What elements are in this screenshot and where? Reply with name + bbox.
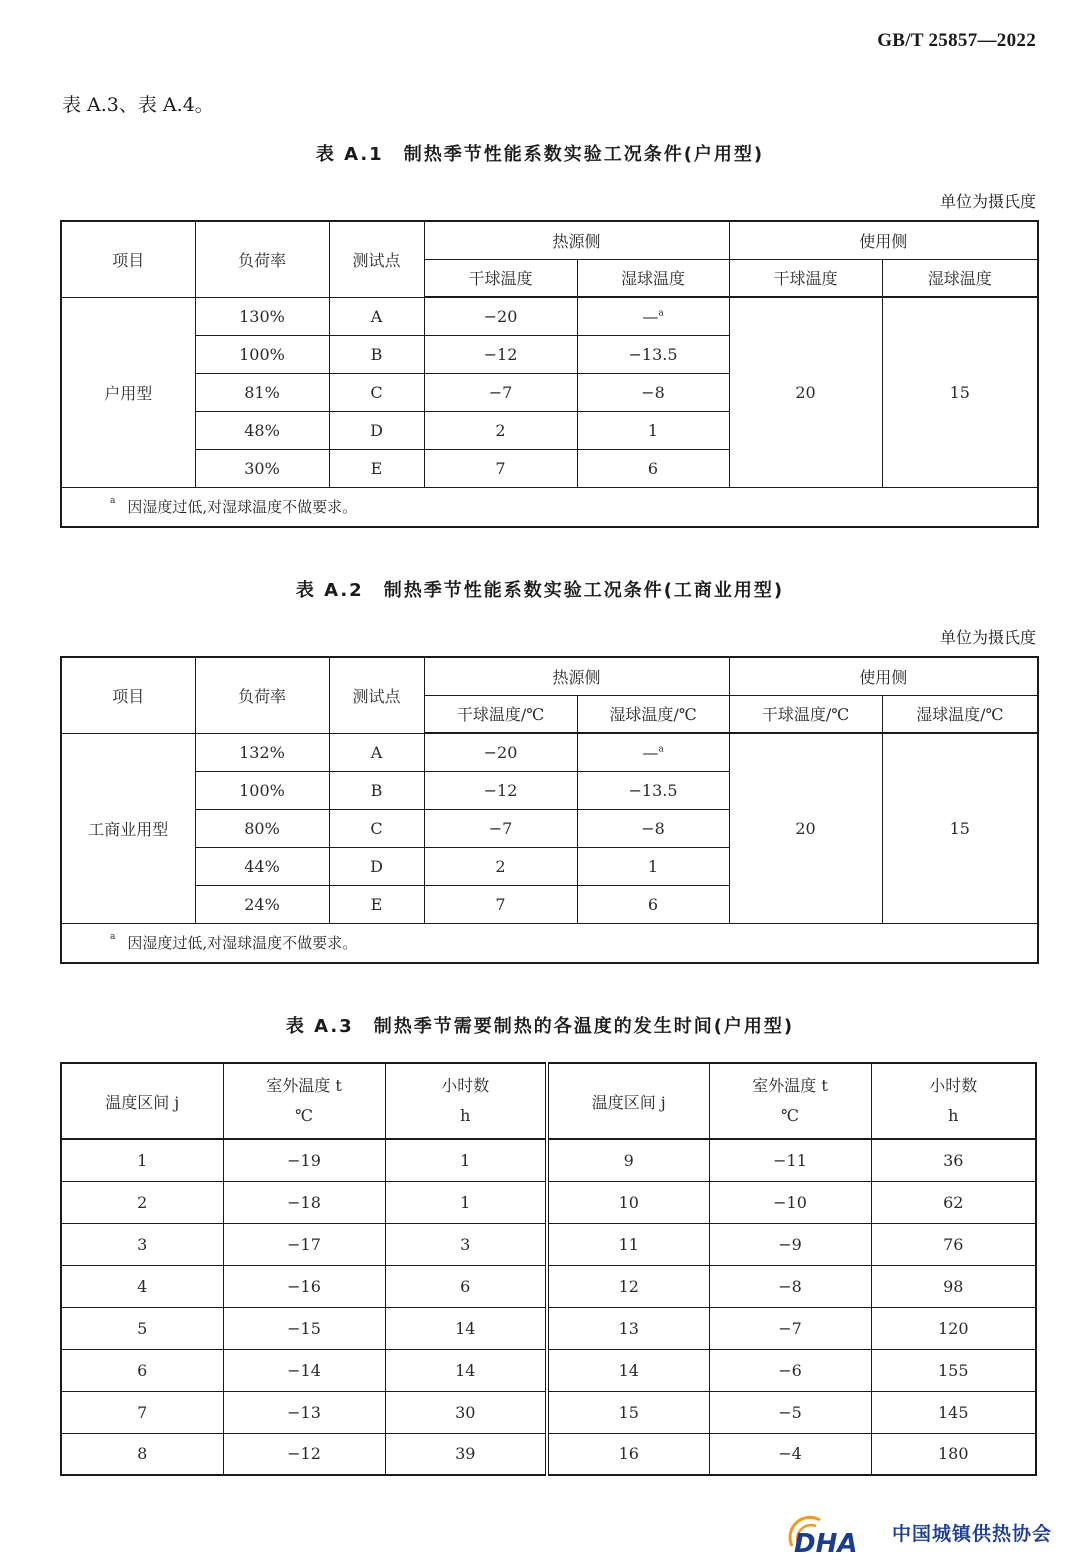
- dha-logo-icon: [786, 1506, 882, 1558]
- table-a1-caption: 表 A.1 制热季节性能系数实验工况条件(户用型): [315, 144, 765, 165]
- interval-cell: 15: [547, 1391, 709, 1433]
- interval-cell: 8: [61, 1433, 223, 1475]
- table-row: [61, 297, 1038, 335]
- interval-cell: 6: [61, 1349, 223, 1391]
- table-a2-footnote: $^a$ 因湿度过低,对湿球温度不做要求。: [61, 923, 1038, 963]
- load-cell: 80%: [195, 809, 329, 847]
- interval-cell: 14: [547, 1349, 709, 1391]
- table-a1: [60, 220, 1039, 528]
- header-interval: 温度区间 j: [61, 1063, 223, 1139]
- temp-cell: −18: [223, 1181, 385, 1223]
- temp-cell: −14: [223, 1349, 385, 1391]
- header-load-rate: 负荷率: [195, 221, 329, 297]
- header-test-point: 测试点: [329, 221, 424, 297]
- header-hs-dry: 干球温度/℃: [424, 695, 577, 733]
- table-row: [61, 1349, 1036, 1391]
- wet-cell: 1: [577, 847, 729, 885]
- interval-cell: 10: [547, 1181, 709, 1223]
- header-hours: 小时数 h: [871, 1063, 1036, 1139]
- table-a2: [60, 656, 1039, 964]
- temp-cell: −16: [223, 1265, 385, 1307]
- temp-cell: −9: [709, 1223, 871, 1265]
- header-load-rate: 负荷率: [195, 657, 329, 733]
- wet-cell: 6: [577, 449, 729, 487]
- dry-cell: −12: [424, 335, 577, 373]
- interval-cell: 5: [61, 1307, 223, 1349]
- dry-cell: 2: [424, 847, 577, 885]
- header-us-wet: 湿球温度/℃: [882, 695, 1038, 733]
- interval-cell: 4: [61, 1265, 223, 1307]
- wet-cell: 1: [577, 411, 729, 449]
- load-cell: 100%: [195, 335, 329, 373]
- dry-cell: 7: [424, 885, 577, 923]
- hours-cell: 1: [385, 1139, 547, 1181]
- temp-cell: −17: [223, 1223, 385, 1265]
- hours-cell: 155: [871, 1349, 1036, 1391]
- hours-cell: 120: [871, 1307, 1036, 1349]
- table-row: [61, 1433, 1036, 1475]
- table-row: [61, 1391, 1036, 1433]
- temp-cell: −5: [709, 1391, 871, 1433]
- dry-cell: −20: [424, 733, 577, 771]
- logo-letters: DHA: [793, 1529, 858, 1558]
- header-outdoor-temp: 室外温度 t ℃: [709, 1063, 871, 1139]
- temp-cell: −19: [223, 1139, 385, 1181]
- interval-cell: 2: [61, 1181, 223, 1223]
- interval-cell: 7: [61, 1391, 223, 1433]
- hours-cell: 98: [871, 1265, 1036, 1307]
- standard-number: GB/T 25857—2022: [877, 30, 1036, 51]
- interval-cell: 16: [547, 1433, 709, 1475]
- hours-cell: 76: [871, 1223, 1036, 1265]
- header-us-wet: 湿球温度: [882, 259, 1038, 297]
- hours-cell: 36: [871, 1139, 1036, 1181]
- table-a3-caption: 表 A.3 制热季节需要制热的各温度的发生时间(户用型): [285, 1016, 795, 1037]
- load-cell: 100%: [195, 771, 329, 809]
- temp-cell: −11: [709, 1139, 871, 1181]
- load-cell: 24%: [195, 885, 329, 923]
- header-hours: 小时数 h: [385, 1063, 547, 1139]
- table-a3: [60, 1062, 1037, 1476]
- table-a1-footnote: $^a$ 因湿度过低,对湿球温度不做要求。: [61, 487, 1038, 527]
- header-hs-dry: 干球温度: [424, 259, 577, 297]
- header-item: 项目: [61, 657, 195, 733]
- hours-cell: 3: [385, 1223, 547, 1265]
- category-cell: 户用型: [61, 297, 195, 487]
- temp-cell: −15: [223, 1307, 385, 1349]
- hours-cell: 39: [385, 1433, 547, 1475]
- hours-cell: 62: [871, 1181, 1036, 1223]
- wet-cell: 6: [577, 885, 729, 923]
- table-row: [61, 1223, 1036, 1265]
- point-cell: C: [329, 809, 424, 847]
- hours-cell: 30: [385, 1391, 547, 1433]
- org-name: 中国城镇供热协会: [891, 1522, 1052, 1545]
- intro-text: 表 A.3、表 A.4。: [62, 94, 214, 116]
- point-cell: B: [329, 771, 424, 809]
- point-cell: E: [329, 449, 424, 487]
- header-outdoor-temp: 室外温度 t ℃: [223, 1063, 385, 1139]
- wet-cell: −8: [577, 373, 729, 411]
- header-hs-wet: 湿球温度/℃: [577, 695, 729, 733]
- table-a2-caption: 表 A.2 制热季节性能系数实验工况条件(工商业用型): [295, 580, 785, 601]
- hours-cell: 1: [385, 1181, 547, 1223]
- temp-cell: −7: [709, 1307, 871, 1349]
- header-use-side: 使用侧: [729, 221, 1038, 259]
- point-cell: A: [329, 733, 424, 771]
- load-cell: 132%: [195, 733, 329, 771]
- point-cell: D: [329, 847, 424, 885]
- interval-cell: 3: [61, 1223, 223, 1265]
- load-cell: 81%: [195, 373, 329, 411]
- point-cell: D: [329, 411, 424, 449]
- point-cell: B: [329, 335, 424, 373]
- dry-cell: 2: [424, 411, 577, 449]
- header-heat-source-side: 热源侧: [424, 657, 729, 695]
- dry-cell: 7: [424, 449, 577, 487]
- header-interval: 温度区间 j: [547, 1063, 709, 1139]
- table-row: [61, 1307, 1036, 1349]
- dha-logo: [786, 1504, 1052, 1560]
- interval-cell: 12: [547, 1265, 709, 1307]
- category-cell: 工商业用型: [61, 733, 195, 923]
- interval-cell: 13: [547, 1307, 709, 1349]
- wet-cell: −8: [577, 809, 729, 847]
- temp-cell: −4: [709, 1433, 871, 1475]
- wet-cell: —$^a$: [577, 733, 729, 771]
- header-test-point: 测试点: [329, 657, 424, 733]
- temp-cell: −13: [223, 1391, 385, 1433]
- header-item: 项目: [61, 221, 195, 297]
- load-cell: 44%: [195, 847, 329, 885]
- header-hs-wet: 湿球温度: [577, 259, 729, 297]
- table-row: [61, 1139, 1036, 1181]
- table-a2-unit: 单位为摄氏度: [939, 628, 1036, 647]
- load-cell: 48%: [195, 411, 329, 449]
- use-wet-cell: 15: [882, 733, 1038, 923]
- header-heat-source-side: 热源侧: [424, 221, 729, 259]
- dry-cell: −7: [424, 809, 577, 847]
- hours-cell: 14: [385, 1307, 547, 1349]
- dry-cell: −7: [424, 373, 577, 411]
- interval-cell: 11: [547, 1223, 709, 1265]
- table-row: [61, 733, 1038, 771]
- hours-cell: 14: [385, 1349, 547, 1391]
- temp-cell: −12: [223, 1433, 385, 1475]
- point-cell: C: [329, 373, 424, 411]
- temp-cell: −8: [709, 1265, 871, 1307]
- wet-cell: —$^a$: [577, 297, 729, 335]
- table-row: [61, 1181, 1036, 1223]
- use-wet-cell: 15: [882, 297, 1038, 487]
- load-cell: 30%: [195, 449, 329, 487]
- interval-cell: 1: [61, 1139, 223, 1181]
- wet-cell: −13.5: [577, 335, 729, 373]
- wet-cell: −13.5: [577, 771, 729, 809]
- dry-cell: −20: [424, 297, 577, 335]
- interval-cell: 9: [547, 1139, 709, 1181]
- point-cell: A: [329, 297, 424, 335]
- hours-cell: 145: [871, 1391, 1036, 1433]
- temp-cell: −6: [709, 1349, 871, 1391]
- table-row: [61, 1265, 1036, 1307]
- load-cell: 130%: [195, 297, 329, 335]
- use-dry-cell: 20: [729, 297, 882, 487]
- hours-cell: 180: [871, 1433, 1036, 1475]
- header-use-side: 使用侧: [729, 657, 1038, 695]
- header-us-dry: 干球温度/℃: [729, 695, 882, 733]
- table-a1-unit: 单位为摄氏度: [939, 192, 1036, 211]
- header-us-dry: 干球温度: [729, 259, 882, 297]
- hours-cell: 6: [385, 1265, 547, 1307]
- temp-cell: −10: [709, 1181, 871, 1223]
- point-cell: E: [329, 885, 424, 923]
- dry-cell: −12: [424, 771, 577, 809]
- use-dry-cell: 20: [729, 733, 882, 923]
